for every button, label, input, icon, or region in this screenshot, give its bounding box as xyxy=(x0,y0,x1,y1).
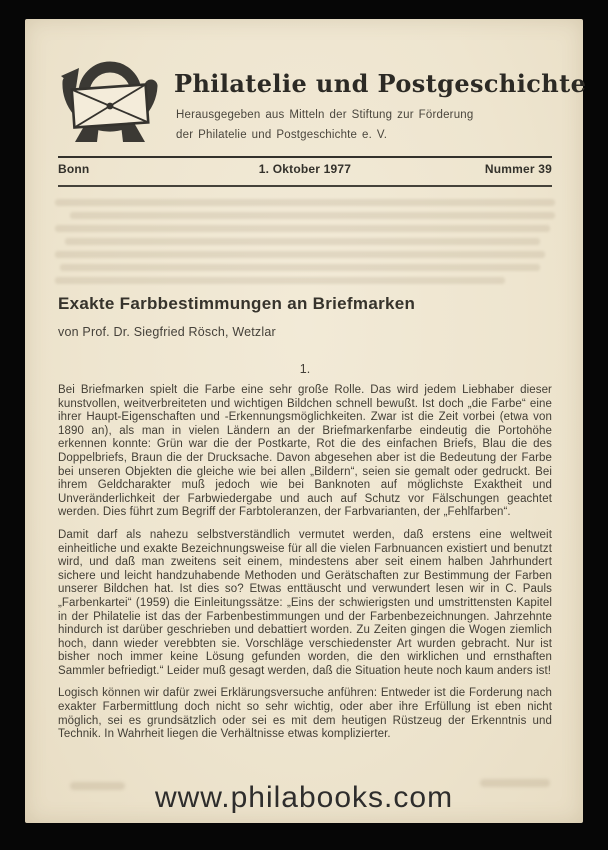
showthrough-ghost-text xyxy=(55,199,555,290)
posthorn-envelope-logo-icon xyxy=(56,61,164,149)
article-title: Exakte Farbbestimmungen an Briefmarken xyxy=(58,294,416,313)
journal-subtitle xyxy=(176,105,473,145)
journal-subtitle-line2: der Philatelie und Postgeschichte e. V. xyxy=(176,129,388,141)
paragraph: Logisch können wir dafür zwei Erklärungsversuche anführen: Entweder ist die Forderung nach exakter Farbermittlung doch nicht so sehr wichtig, oder aber ihre Erfüllung ist eben nicht möglich, sei es grundsätzlich oder sei es mit dem heutigen Rüstzeug der Erkenntnis und Technik. In Wahrheit liegen die Verhältnisse etwas komplizierter. xyxy=(58,687,552,741)
issue-label: Nummer 39 xyxy=(484,162,552,176)
scanned-page xyxy=(25,19,587,823)
article-author: von Prof. Dr. Siegfried Rösch, Wetzlar xyxy=(58,325,276,339)
paragraph: Damit darf als nahezu selbstverständlich vermutet werden, daß erstens eine weltweit einheitliche und exakte Bezeichnungsweise für all die vielen Farbnuancen existiert und benutzt wird, und daß man zweitens seit einem, mindestens aber seit einem halben Jahrhundert sichere und leicht handzuhabende Methoden und Gerätschaften zur Bestimmung der Farben unserer Bildchen hat. Ist dies so? Etwas enttäuscht und verwundert lesen wir in C. Pauls „Farbenkartei“ (1959) die Einleitungssätze: „Eins der schwierigsten und umstrittensten Kapitel in der Philatelie ist das der Farbenbestimmungen und der Farbenbezeichnungen. Jahrzehnte hindurch ist darüber geschrieben und debattiert worden. Zu Zeiten gingen die Wogen ziemlich hoch, dann wieder verebbten sie. Vorschläge verschiedenster Art wurden gebracht. Nur ist bisher noch immer keine Lösung gefunden worden, die den wirklichen und ernsthaften Sammler befriedigt.“ Leider muß gesagt werden, daß die Situation heute noch kaum anders ist! xyxy=(58,528,552,677)
article-body xyxy=(58,384,552,751)
journal-title: Philatelie und Postgeschichte xyxy=(174,69,587,98)
masthead-rule-top xyxy=(58,156,552,158)
masthead-rule-bottom xyxy=(58,185,552,187)
masthead-dateline xyxy=(58,162,552,176)
place-label: Bonn xyxy=(58,162,90,176)
date-label: 1. Oktober 1977 xyxy=(258,162,352,176)
journal-subtitle-line1: Herausgegeben aus Mitteln der Stiftung zur Förderung xyxy=(176,109,474,121)
section-number: 1. xyxy=(299,362,311,376)
paragraph: Bei Briefmarken spielt die Farbe eine sehr große Rolle. Das wird jedem Liebhaber dieser kunstvollen, weitverbreiteten und wichtigen Bildchen schnell bewußt. Ist doch „die Farbe“ eine ihrer Haupt-Eigenschaften und -Erkennungsmöglichkeiten. Zwar ist die Zeit vorbei (etwa von 1890 an), als man in vielen Ländern an der Briefmarkenfarbe eindeutig die Portohöhe erkennen konnte: Grün war die der Postkarte, Rot die des einfachen Briefs, Blau die des Doppelbriefs, Braun die der Drucksache. Davon abgesehen aber ist die Bedeutung der Farbe bei unseren Objekten die gleiche wie bei allen „Bildern“, seien sie gemalt oder gedruckt. Bei ihrem Geldcharakter muß jedoch wie bei Banknoten auf möglichste Exaktheit und Unveränderlichkeit der Farbwiedergabe und auch auf Schutz vor Fälschungen geachtet werden. Dies führt zum Begriff der Farbtoleranzen, der Farbvarianten, der „Fehlfarben“. xyxy=(58,384,552,519)
watermark-url: www.philabooks.com xyxy=(154,781,454,814)
